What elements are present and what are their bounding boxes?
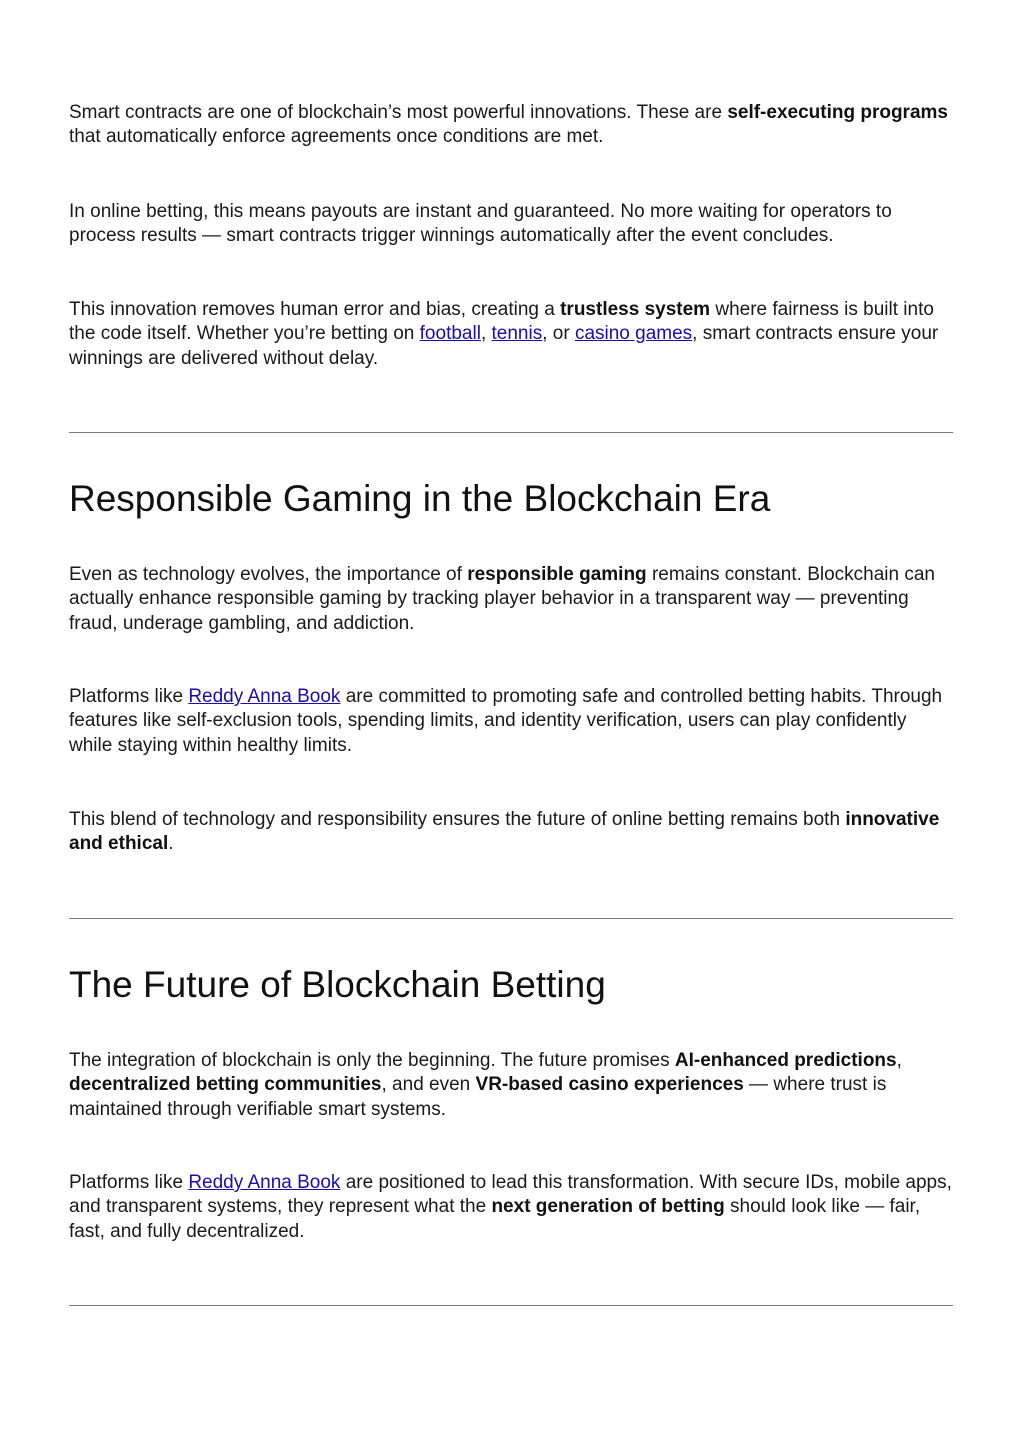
reddy-anna-transformation-paragraph — [69, 1171, 953, 1244]
text-run: This innovation removes human error and bias, creating a — [69, 299, 561, 320]
text-run: are committed to promoting safe and controlled betting habits. Through features like self-exclusion tools, spending limits, and identity verification, users can play confidently while staying within healthy limits. — [69, 686, 943, 756]
bold-decentralized-betting-communities: decentralized betting communities — [69, 1074, 382, 1096]
reddy-anna-book-link[interactable]: Reddy Anna Book — [188, 686, 341, 707]
blockchain-integration-paragraph — [69, 1049, 953, 1122]
reddy-anna-safe-betting-paragraph — [69, 685, 953, 758]
bold-ai-enhanced-predictions: AI-enhanced predictions — [674, 1050, 897, 1071]
casino-games-link[interactable]: casino games — [574, 323, 693, 345]
section-divider — [69, 918, 953, 919]
text-run: . — [168, 833, 174, 855]
text-run: are positioned to lead this transformation. With secure IDs, mobile apps, and transparent systems, they represent what the — [69, 1172, 952, 1218]
text-run: , or — [542, 323, 575, 345]
bold-innovative-and-ethical: innovative and ethical — [69, 809, 940, 855]
responsible-gaming-paragraph — [69, 563, 953, 636]
smart-contracts-paragraph — [69, 101, 953, 150]
text-run: , — [896, 1050, 902, 1071]
text-run: remains constant. Blockchain can actually enhance responsible gaming by tracking player behavior in a transparent way — preventing fraud, underage gambling, and addiction. — [69, 564, 935, 634]
text-run: Even as technology evolves, the importance of — [69, 564, 468, 585]
text-run: where fairness is built into the code itself. Whether you’re betting on — [69, 299, 934, 345]
text-run: Platforms like — [69, 686, 189, 707]
responsible-gaming-heading: Responsible Gaming in the Blockchain Era — [69, 478, 771, 519]
bold-self-executing-programs: self-executing programs — [727, 102, 948, 123]
text-run: , and even — [381, 1074, 476, 1096]
bold-vr-based-casino-experiences: VR-based casino experiences — [475, 1074, 744, 1096]
text-run: that automatically enforce agreements once conditions are met. — [69, 126, 604, 148]
reddy-anna-book-link[interactable]: Reddy Anna Book — [188, 1172, 341, 1193]
tennis-link[interactable]: tennis — [491, 323, 543, 345]
technology-responsibility-paragraph — [69, 808, 953, 857]
trustless-system-paragraph — [69, 298, 953, 371]
text-run: , smart contracts ensure your winnings are delivered without delay. — [69, 323, 939, 369]
text-run: should look like — fair, fast, and fully decentralized. — [69, 1196, 921, 1242]
bold-trustless-system: trustless system — [560, 299, 711, 320]
text-run: The integration of blockchain is only the beginning. The future promises — [69, 1050, 675, 1071]
text-run: This blend of technology and responsibility ensures the future of online betting remains both — [69, 809, 846, 830]
section-divider — [69, 432, 953, 433]
bold-next-generation-of-betting: next generation of betting — [491, 1196, 725, 1218]
future-of-blockchain-betting-heading: The Future of Blockchain Betting — [69, 964, 606, 1005]
text-run: — where trust is maintained through verifiable smart systems. — [69, 1074, 887, 1120]
text-run: Smart contracts are one of blockchain’s most powerful innovations. These are — [69, 102, 728, 123]
online-betting-payouts-paragraph — [69, 200, 953, 249]
text-run: , — [480, 323, 492, 345]
text-run: Platforms like — [69, 1172, 189, 1193]
text-run: In online betting, this means payouts are instant and guaranteed. No more waiting for operators to process results — smart contracts trigger winnings automatically after the event concludes. — [69, 201, 892, 247]
bold-responsible-gaming: responsible gaming — [467, 564, 647, 585]
football-link[interactable]: football — [419, 323, 481, 345]
section-divider — [69, 1305, 953, 1306]
